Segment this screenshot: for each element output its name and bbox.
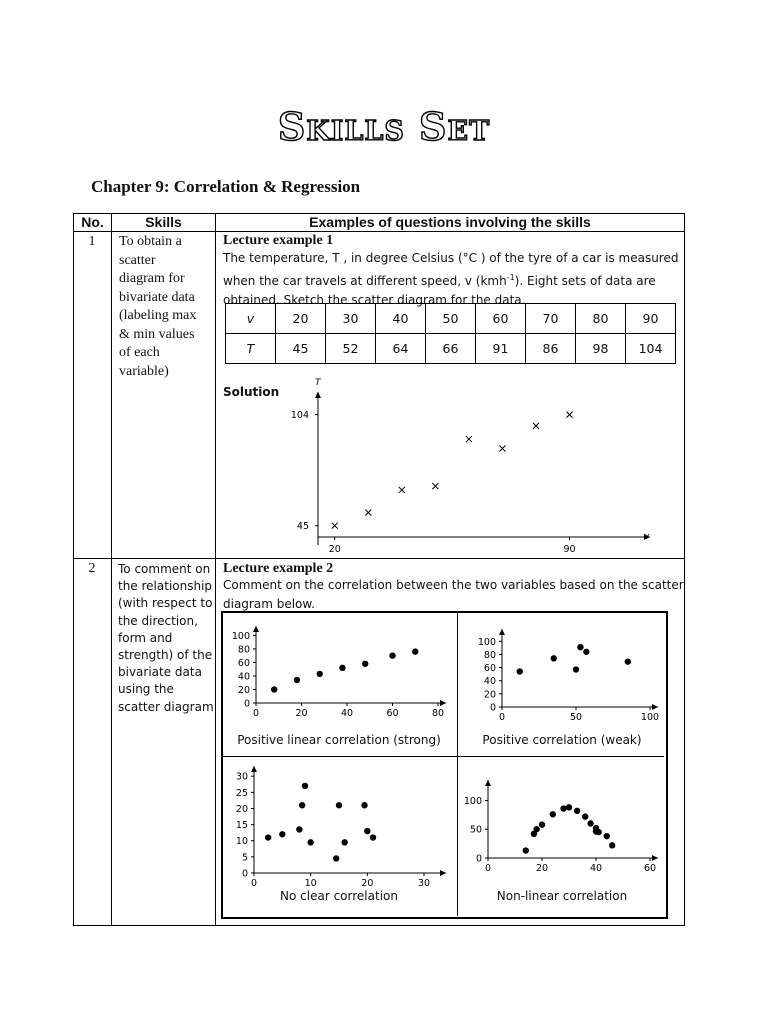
scatter-strong-linear bbox=[224, 622, 454, 724]
lecture-example-heading: Lecture example 1 bbox=[223, 233, 334, 248]
data-point bbox=[389, 652, 395, 658]
y-tick-label: 30 bbox=[235, 771, 248, 783]
axis-arrow bbox=[251, 766, 257, 772]
axis-arrow bbox=[652, 855, 658, 861]
data-point bbox=[299, 802, 305, 808]
v-cell: 30 bbox=[326, 304, 376, 334]
y-tick-label: 0 bbox=[489, 702, 496, 714]
axis-arrow bbox=[440, 870, 446, 876]
chapter-heading: Chapter 9: Correlation & Regression bbox=[91, 177, 361, 196]
y-tick-label: 20 bbox=[237, 684, 250, 696]
x-tick-label: 20 bbox=[328, 544, 341, 555]
y-tick-label: 50 bbox=[469, 824, 482, 836]
chart-caption: No clear correlation bbox=[280, 889, 398, 903]
data-point bbox=[577, 644, 583, 650]
y-tick-label: 0 bbox=[475, 853, 482, 865]
data-point bbox=[364, 828, 370, 834]
question-line: The temperature, T , in degree Celsius (°C ) of the tyre of a car is measured bbox=[223, 251, 679, 265]
data-point bbox=[271, 686, 277, 692]
row-number: 1 bbox=[88, 234, 96, 249]
t-cell: 98 bbox=[576, 334, 626, 364]
data-point bbox=[583, 649, 589, 655]
data-point bbox=[339, 665, 345, 671]
v-label-cell: v bbox=[226, 304, 276, 334]
header-skills: Skills bbox=[145, 214, 182, 230]
t-cell: 66 bbox=[426, 334, 476, 364]
y-axis-label: T bbox=[315, 378, 321, 388]
x-tick-label: 0 bbox=[484, 863, 492, 874]
t-label-cell: T bbox=[226, 334, 276, 364]
question-line: Comment on the correlation between the two variables based on the scatter bbox=[223, 578, 684, 592]
data-point bbox=[574, 808, 580, 814]
skill-description: To comment on the relationship (with respect to the direction, form and strength) of the bivariate data using the scatter diagram bbox=[118, 562, 214, 714]
x-tick-label: 20 bbox=[535, 863, 549, 874]
axis-arrow bbox=[253, 626, 259, 632]
data-point bbox=[551, 655, 557, 661]
data-point bbox=[336, 802, 342, 808]
data-point-x-marker bbox=[332, 523, 338, 529]
y-tick-label: 20 bbox=[483, 689, 496, 701]
x-tick-label: 80 bbox=[431, 708, 445, 719]
v-cell: 90 bbox=[626, 304, 676, 334]
table-col-divider-2 bbox=[215, 213, 216, 926]
y-tick-label: 104 bbox=[290, 410, 309, 422]
data-point-x-marker bbox=[365, 510, 371, 516]
data-point bbox=[307, 839, 313, 845]
solution-label: Solution bbox=[223, 385, 280, 399]
y-tick-label: 100 bbox=[463, 795, 482, 807]
question-line: obtained. Sketch the scatter diagram for the data. bbox=[223, 293, 526, 307]
data-point-x-marker bbox=[432, 483, 438, 489]
t-cell: 64 bbox=[376, 334, 426, 364]
y-tick-label: 45 bbox=[296, 521, 309, 533]
x-tick-label: 30 bbox=[417, 878, 431, 886]
data-point bbox=[361, 802, 367, 808]
x-tick-label: 20 bbox=[361, 878, 374, 886]
v-cell: 50 bbox=[426, 304, 476, 334]
data-point bbox=[604, 833, 610, 839]
data-point bbox=[550, 811, 556, 817]
data-point bbox=[582, 813, 588, 819]
data-point-x-marker bbox=[399, 487, 405, 493]
data-point bbox=[412, 648, 418, 654]
y-tick-label: 60 bbox=[237, 657, 250, 669]
y-tick-label: 0 bbox=[243, 698, 250, 710]
data-point bbox=[593, 828, 599, 834]
y-tick-label: 15 bbox=[235, 820, 248, 832]
x-tick-label: 20 bbox=[295, 708, 308, 719]
page-title: Skills Set bbox=[277, 104, 491, 149]
v-cell: 70 bbox=[526, 304, 576, 334]
y-tick-label: 0 bbox=[241, 868, 248, 880]
axis-arrow bbox=[485, 780, 491, 786]
table-header-divider bbox=[73, 231, 685, 232]
table-row bbox=[226, 334, 676, 364]
v-cell: 40 bbox=[376, 304, 426, 334]
question-text bbox=[223, 249, 678, 310]
data-point bbox=[341, 839, 347, 845]
data-point bbox=[362, 661, 368, 667]
data-point bbox=[523, 847, 529, 853]
row-number: 2 bbox=[88, 561, 96, 576]
axis-arrow bbox=[499, 629, 505, 635]
x-tick-label: 100 bbox=[640, 712, 660, 723]
scatter-non-linear bbox=[462, 776, 662, 880]
scatter-no-correlation bbox=[224, 762, 454, 886]
table-row bbox=[226, 304, 676, 334]
v-cell: 20 bbox=[276, 304, 326, 334]
data-point bbox=[279, 831, 285, 837]
x-tick-label: 0 bbox=[498, 712, 506, 723]
v-cell: 80 bbox=[576, 304, 626, 334]
chart-caption: Positive linear correlation (strong) bbox=[237, 733, 441, 747]
y-tick-label: 60 bbox=[483, 663, 496, 675]
data-point bbox=[587, 820, 593, 826]
data-point-x-marker bbox=[567, 412, 573, 418]
skill-description: To obtain a scatter diagram for bivariate data (labeling max & min values of each variable) bbox=[119, 234, 197, 379]
data-point bbox=[539, 821, 545, 827]
x-tick-label: 10 bbox=[304, 878, 317, 886]
table-border-right bbox=[684, 213, 685, 926]
grid-divider-horizontal bbox=[222, 756, 664, 757]
y-tick-label: 80 bbox=[237, 644, 250, 656]
data-point bbox=[533, 826, 539, 832]
y-tick-label: 5 bbox=[241, 852, 248, 864]
data-point-x-marker bbox=[499, 445, 505, 451]
data-point-x-marker bbox=[466, 436, 472, 442]
x-tick-label: 90 bbox=[563, 544, 576, 555]
y-tick-label: 10 bbox=[235, 836, 248, 848]
y-tick-label: 100 bbox=[477, 636, 496, 648]
data-point bbox=[317, 671, 323, 677]
scatter-diagram-tv bbox=[285, 372, 655, 558]
data-point bbox=[302, 783, 308, 789]
table-border-bottom bbox=[73, 925, 685, 926]
axis-arrow bbox=[652, 704, 658, 710]
question-line: diagram below. bbox=[223, 597, 315, 611]
x-tick-label: 60 bbox=[386, 708, 399, 719]
header-no: No. bbox=[81, 214, 104, 230]
data-point bbox=[294, 677, 300, 683]
axis-arrow bbox=[440, 700, 446, 706]
data-point bbox=[517, 668, 523, 674]
axis-arrow bbox=[315, 392, 321, 398]
data-table bbox=[225, 303, 676, 364]
x-tick-label: 60 bbox=[643, 863, 657, 874]
x-tick-label: 40 bbox=[589, 863, 603, 874]
chart-caption: Non-linear correlation bbox=[496, 889, 628, 903]
t-cell: 86 bbox=[526, 334, 576, 364]
data-point bbox=[573, 666, 579, 672]
question-text bbox=[223, 576, 684, 614]
data-point bbox=[333, 855, 339, 861]
t-cell: 104 bbox=[626, 334, 676, 364]
t-cell: 45 bbox=[276, 334, 326, 364]
question-line: when the car travels at different speed, v (kmh$^{-1}$). Eight sets of data are bbox=[223, 273, 656, 288]
data-point bbox=[566, 804, 572, 810]
lecture-example-heading: Lecture example 2 bbox=[223, 561, 334, 576]
y-tick-label: 20 bbox=[235, 803, 248, 815]
x-tick-label: 0 bbox=[250, 878, 258, 886]
y-tick-label: 25 bbox=[235, 787, 248, 799]
x-tick-label: 40 bbox=[340, 708, 354, 719]
table-col-divider-1 bbox=[111, 213, 112, 926]
chart-caption: Positive correlation (weak) bbox=[482, 733, 642, 747]
data-point bbox=[296, 826, 302, 832]
t-cell: 52 bbox=[326, 334, 376, 364]
t-cell: 91 bbox=[476, 334, 526, 364]
y-tick-label: 40 bbox=[483, 676, 496, 688]
x-axis-label: v bbox=[644, 532, 650, 542]
table-row-divider bbox=[73, 558, 685, 559]
header-examples: Examples of questions involving the skills bbox=[309, 214, 591, 230]
data-point bbox=[625, 658, 631, 664]
x-tick-label: 50 bbox=[569, 712, 583, 723]
y-tick-label: 40 bbox=[237, 671, 250, 683]
data-point bbox=[609, 842, 615, 848]
y-tick-label: 100 bbox=[231, 630, 250, 642]
scatter-weak-positive bbox=[462, 625, 662, 724]
data-point bbox=[370, 834, 376, 840]
v-cell: 60 bbox=[476, 304, 526, 334]
data-point bbox=[560, 805, 566, 811]
x-tick-label: 0 bbox=[252, 708, 260, 719]
grid-divider-vertical bbox=[457, 612, 458, 916]
data-point bbox=[265, 834, 271, 840]
y-tick-label: 80 bbox=[483, 649, 496, 661]
data-point-x-marker bbox=[533, 423, 539, 429]
